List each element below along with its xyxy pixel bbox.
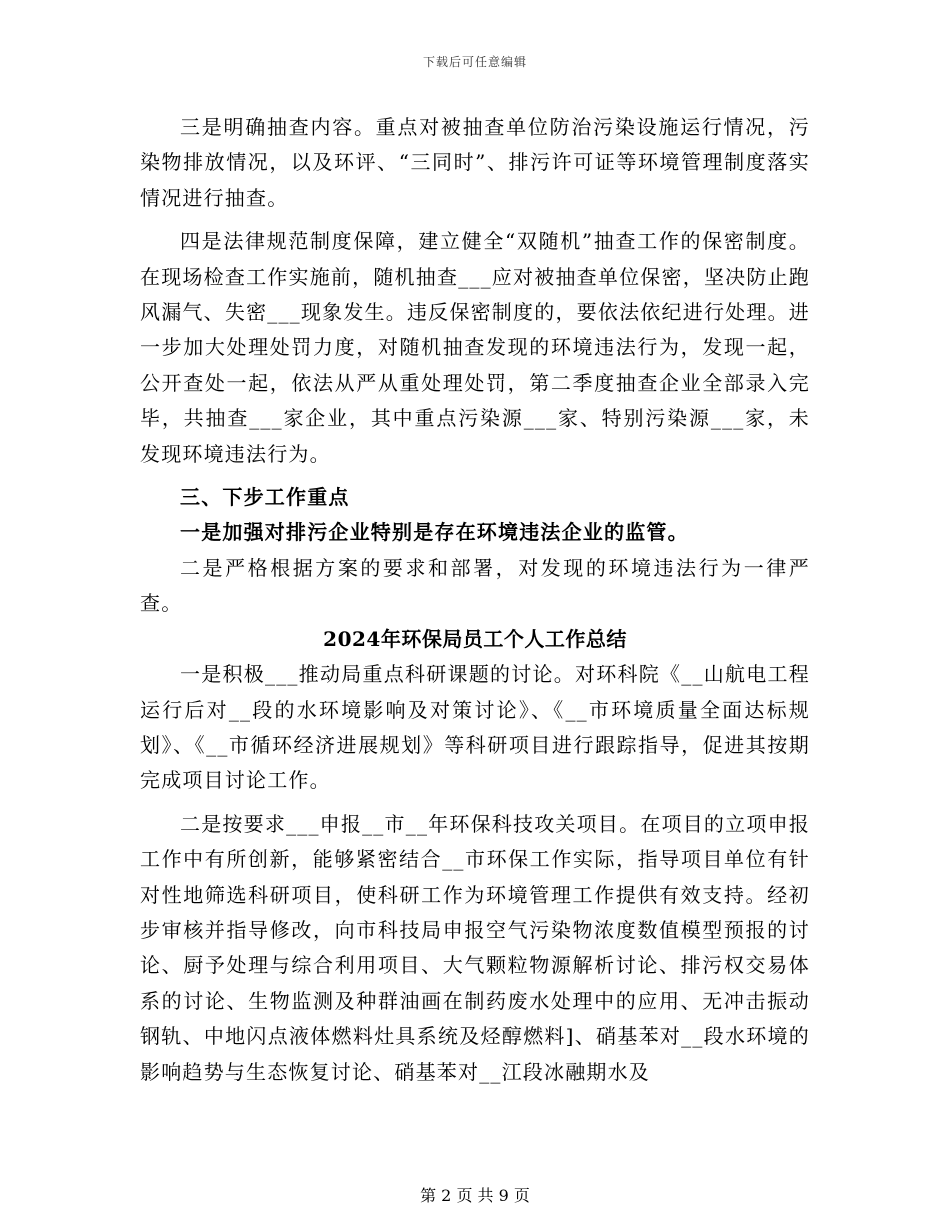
spacer: [140, 472, 810, 480]
next-step-item-1: 一是加强对排污企业特别是存在环境违法企业的监管。: [180, 520, 689, 545]
page-number: 第 2 页 共 9 页: [420, 1186, 530, 1205]
spacer: [140, 799, 810, 807]
paragraph-research-topics: 一是积极___推动局重点科研课题的讨论。对环科院《__山航电工程运行后对__段的水环境影响及对策讨论》、《__市环境质量全面达标规划》、《__市循环经济进展规划》等科研项目进行跟踪指导，促进其按期完成项目讨论工作。: [140, 662, 810, 793]
paragraph-inspection-content: 三是明确抽查内容。重点对被抽查单位防治污染设施运行情况，污染物排放情况，以及环评、“三同时”、排污许可证等环境管理制度落实情况进行抽查。: [140, 115, 810, 210]
document-body: [140, 110, 810, 1090]
spacer: [140, 216, 810, 224]
paragraph-project-application: 二是按要求___申报__市__年环保科技攻关项目。在项目的立项申报工作中有所创新，能够紧密结合__市环保工作实际，指导项目单位有针对性地筛选科研项目，使科研工作为环境管理工作提供有效支持。经初步审核并指导修改，向市科技局申报空气污染物浓度数值模型预报的讨论、厨予处理与综合利用项目、大气颗粒物源解析讨论、排污权交易体系的讨论、生物监测及种群油画在制药废水处理中的应用、无冲击振动钢轨、中地闪点液体燃料灶具系统及烃醇燃料]、硝基苯对__段水环境的影响趋势与生态恢复讨论、硝基苯对__江段冰融期水及: [140, 811, 810, 1084]
page-header: 下载后可任意编辑: [422, 55, 527, 69]
paragraph-legal-safeguard: 四是法律规范制度保障，建立健全“双随机”抽查工作的保密制度。在现场检查工作实施前，随机抽查___应对被抽查单位保密，坚决防止跑风漏气、失密___现象发生。违反保密制度的，要依法依纪进行处理。进一步加大处理处罚力度，对随机抽查发现的环境违法行为，发现一起，公开查处一起，依法从严从重处理处罚，第二季度抽查企业全部录入完毕，共抽查___家企业，其中重点污染源___家、特别污染源___家，未发现环境违法行为。: [140, 229, 810, 466]
section-heading-next-steps: 三、下步工作重点: [180, 485, 350, 510]
document-title: 2024年环保局员工个人工作总结: [323, 626, 627, 651]
next-step-item-2: 二是严格根据方案的要求和部署，对发现的环境违法行为一律严查。: [140, 555, 810, 616]
